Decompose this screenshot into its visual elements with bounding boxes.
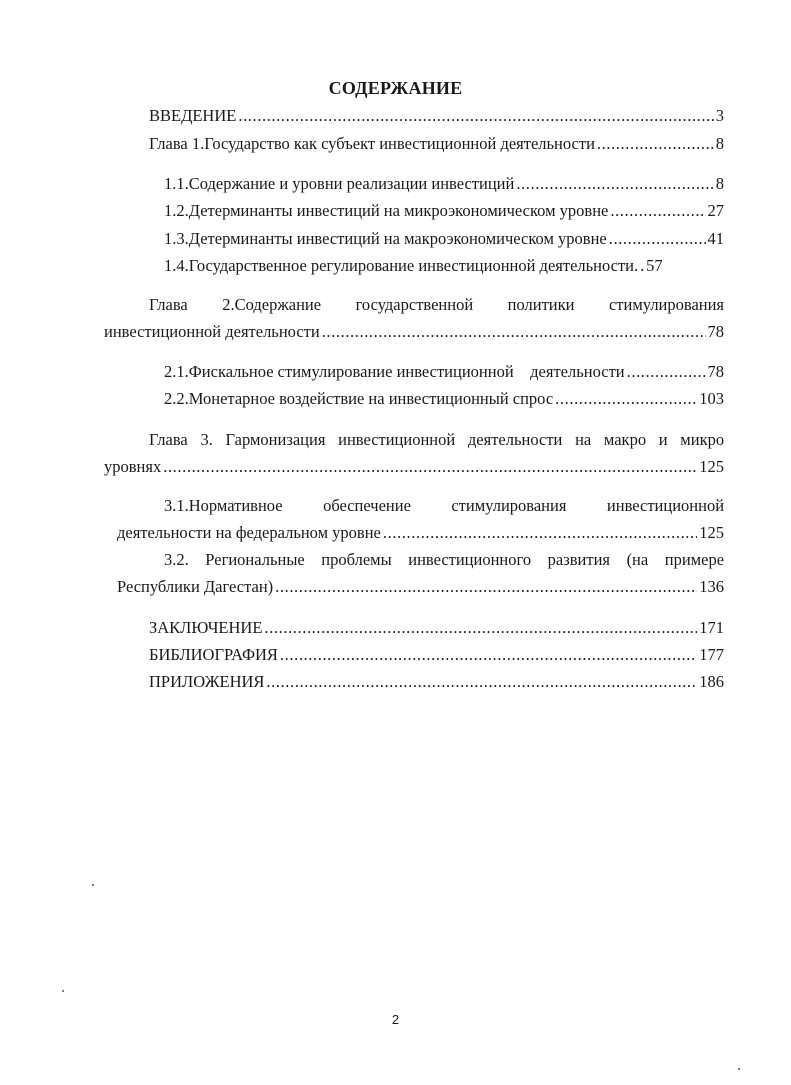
toc-entry-section-3-2-line-2	[117, 576, 724, 598]
toc-label: 1.3.Детерминанты инвестиций на макроэкономическом уровне	[164, 229, 607, 248]
toc-leader	[322, 321, 706, 343]
toc-word: инвестиционной	[338, 430, 456, 449]
toc-word: на	[575, 430, 592, 449]
toc-entry-chapter-1	[149, 133, 724, 155]
toc-leader	[640, 255, 644, 277]
toc-entry-conclusion	[149, 617, 724, 639]
page-number: 2	[391, 1012, 400, 1027]
toc-label: деятельности на федеральном уровне	[117, 523, 381, 542]
toc-leader	[266, 671, 697, 693]
toc-word: стимулирования	[608, 295, 725, 314]
toc-leader	[275, 576, 697, 598]
toc-entry-section-1-4	[164, 255, 724, 277]
toc-label: Республики Дагестан)	[117, 577, 274, 596]
toc-word: Глава	[149, 295, 188, 314]
toc-entry-chapter-3-line-2	[104, 456, 724, 478]
toc-leader	[610, 200, 705, 222]
toc-entry-section-2-2	[164, 388, 724, 410]
toc-word: стимулирования	[451, 496, 567, 515]
toc-label: ВВЕДЕНИЕ	[149, 106, 237, 125]
toc-leader	[163, 456, 697, 478]
toc-word: 3.1.Нормативное	[164, 496, 283, 515]
toc-label: ЗАКЛЮЧЕНИЕ	[149, 618, 263, 637]
toc-page: 8	[715, 134, 724, 153]
toc-entry-section-3-1-line-2	[117, 522, 724, 544]
toc-entry-section-1-3	[164, 228, 724, 250]
toc-leader	[555, 388, 697, 410]
toc-word: и	[658, 430, 668, 449]
toc-word: Гармонизация	[225, 430, 326, 449]
toc-entry-chapter-3-line-1	[149, 429, 724, 451]
toc-entry-introduction	[149, 105, 724, 127]
scan-speck	[738, 1068, 740, 1070]
toc-word: 2.Содержание	[222, 295, 322, 314]
toc-page: 41	[707, 229, 724, 248]
toc-leader	[238, 105, 713, 127]
toc-entry-section-3-1-line-1	[164, 495, 724, 517]
toc-label: ПРИЛОЖЕНИЯ	[149, 672, 265, 691]
toc-label: 2.1.Фискальное стимулирование инвестиционной деятельности	[164, 362, 625, 381]
toc-word: деятельности	[467, 430, 563, 449]
toc-page: 125	[699, 523, 724, 542]
toc-label: 1.1.Содержание и уровни реализации инвестиций	[164, 174, 515, 193]
toc-leader	[280, 644, 697, 666]
toc-page: 136	[699, 577, 724, 596]
toc-word: инвестиционного	[408, 550, 532, 569]
toc-entry-appendix	[149, 671, 724, 693]
toc-word: 3.2.	[164, 550, 189, 569]
toc-label: 2.2.Монетарное воздействие на инвестиционный спрос	[164, 389, 554, 408]
toc-page: 186	[699, 672, 724, 691]
toc-word: примере	[664, 550, 725, 569]
toc-page: 177	[699, 645, 724, 664]
toc-word: обеспечение	[323, 496, 411, 515]
toc-page: 27	[707, 201, 724, 220]
toc-page: 3	[715, 106, 724, 125]
toc-entry-section-2-1	[164, 361, 724, 383]
toc-label: 1.4.Государственное регулирование инвестиционной деятельности.	[164, 256, 639, 275]
toc-word: инвестиционной	[606, 496, 725, 515]
toc-page: 8	[715, 174, 724, 193]
toc-word: микро	[680, 430, 725, 449]
toc-word: Региональные	[205, 550, 305, 569]
toc-leader	[516, 173, 713, 195]
toc-word: 3.	[200, 430, 213, 449]
toc-leader	[627, 361, 706, 383]
scan-speck	[62, 990, 64, 992]
toc-entry-section-3-2-line-1	[164, 549, 724, 571]
toc-leader	[597, 133, 714, 155]
toc-label: инвестиционной деятельности	[104, 322, 320, 341]
toc-word: Глава	[149, 430, 188, 449]
toc-leader	[264, 617, 697, 639]
toc-label: Глава 1.Государство как субъект инвестиционной деятельности	[149, 134, 595, 153]
toc-page: 78	[707, 362, 724, 381]
toc-label: уровнях	[104, 457, 162, 476]
toc-entry-section-1-2	[164, 200, 724, 222]
toc-word: политики	[507, 295, 575, 314]
toc-leader	[383, 522, 697, 544]
toc-entry-chapter-2-line-1	[149, 294, 724, 316]
toc-leader	[609, 228, 706, 250]
toc-page: 57	[646, 256, 663, 275]
toc-label: БИБЛИОГРАФИЯ	[149, 645, 278, 664]
toc-page: 103	[699, 389, 724, 408]
scan-speck	[92, 884, 94, 886]
toc-word: проблемы	[321, 550, 392, 569]
toc-entry-chapter-2-line-2	[104, 321, 724, 343]
toc-page: 78	[707, 322, 724, 341]
page-title: СОДЕРЖАНИЕ	[328, 78, 463, 98]
toc-word: государственной	[355, 295, 474, 314]
toc-page: 125	[699, 457, 724, 476]
toc-label: 1.2.Детерминанты инвестиций на микроэкономическом уровне	[164, 201, 609, 220]
toc-word: (на	[626, 550, 649, 569]
toc-page: 171	[699, 618, 724, 637]
toc-word: развития	[547, 550, 611, 569]
toc-entry-section-1-1	[164, 173, 724, 195]
toc-word: макро	[603, 430, 647, 449]
toc-entry-bibliography	[149, 644, 724, 666]
